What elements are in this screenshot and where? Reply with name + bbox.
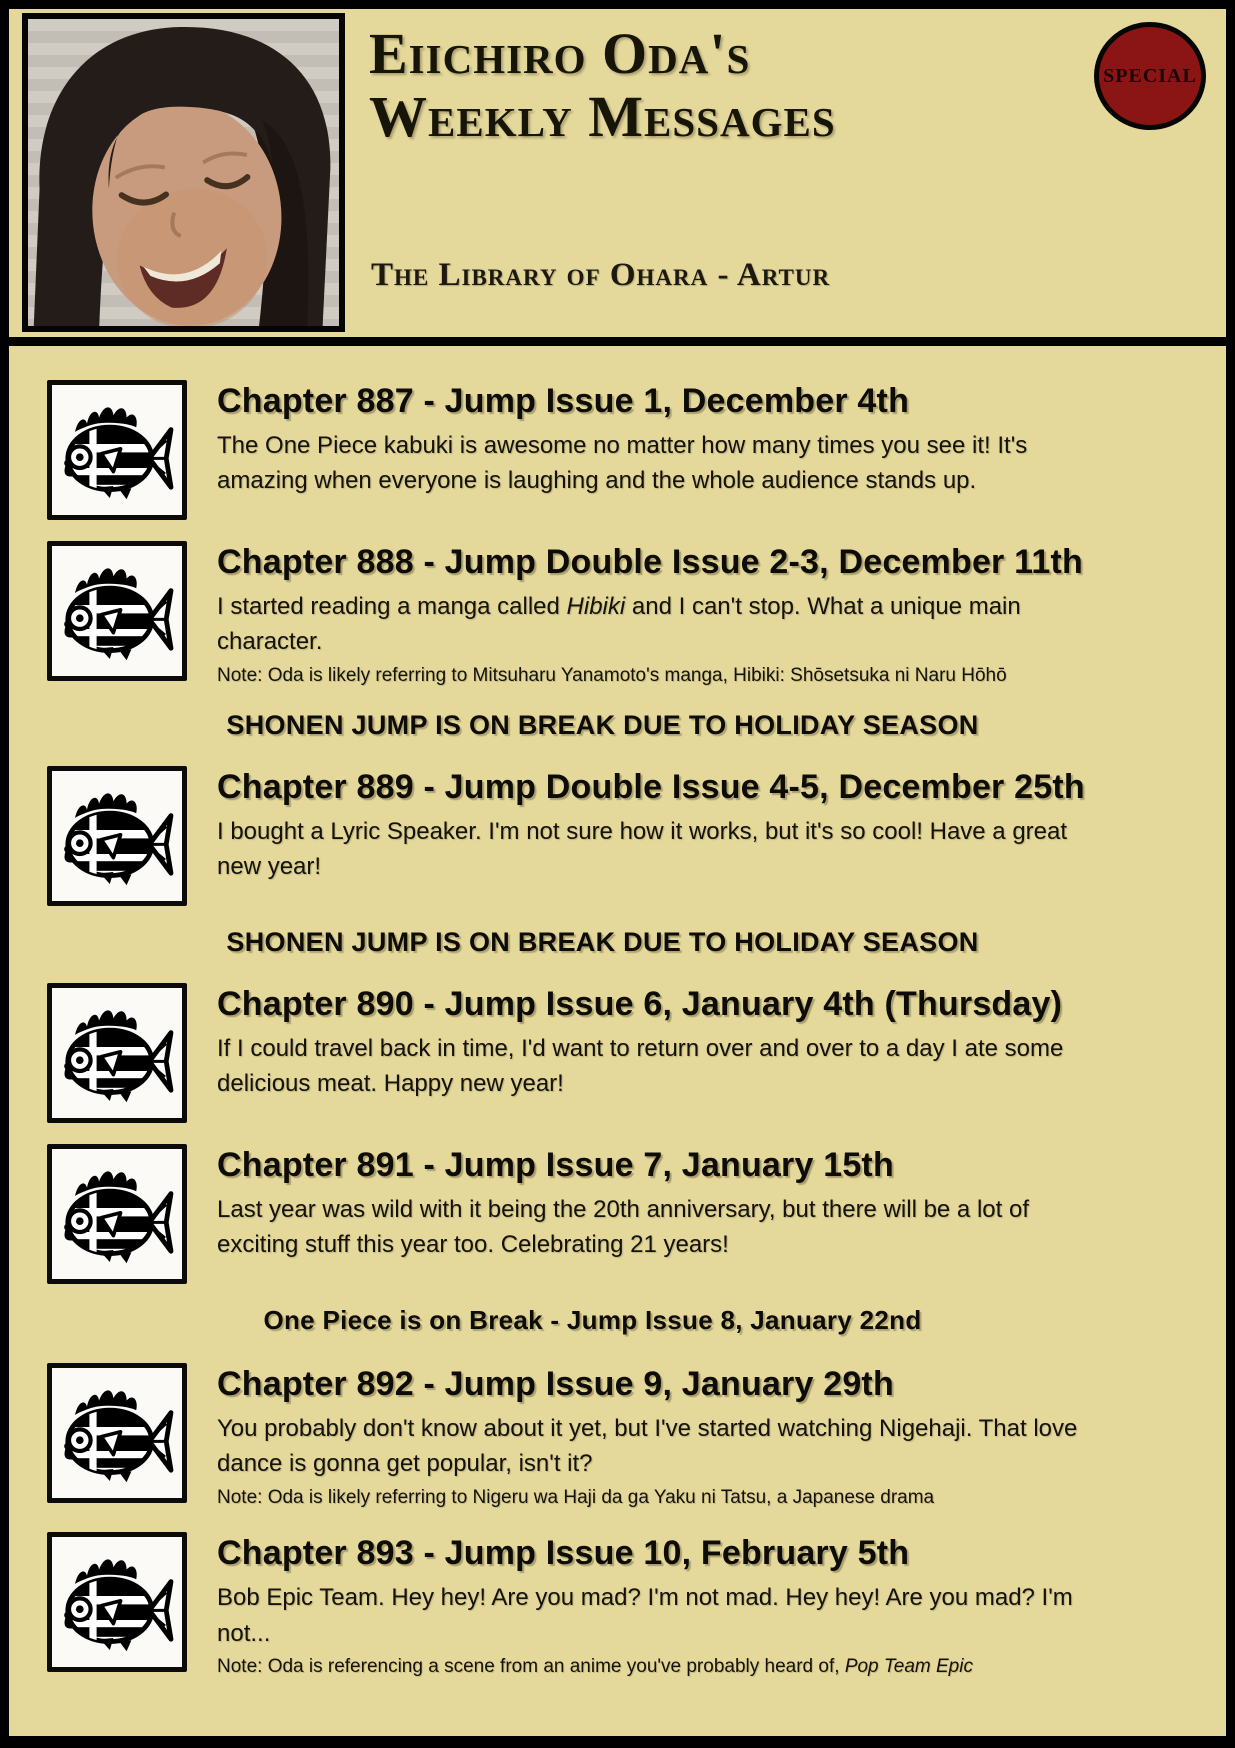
poster-frame [9, 9, 1226, 1736]
chapter-heading: Chapter 892 - Jump Issue 9, January 29th [217, 1365, 894, 1404]
messages-list [47, 380, 1198, 1680]
messages-panel [9, 346, 1226, 1736]
chapter-entry [47, 1532, 1198, 1680]
chapter-heading: Chapter 889 - Jump Double Issue 4-5, December 25th [217, 768, 1085, 807]
chapter-message: I bought a Lyric Speaker. I'm not sure how it works, but it's so cool! Have a great new year! [217, 818, 1068, 881]
chapter-text-block [217, 541, 1198, 689]
header [9, 9, 1226, 337]
chapter-entry [47, 983, 1198, 1123]
fish-icon [47, 983, 187, 1123]
striped-fish-glyph [57, 776, 177, 896]
striped-fish-glyph [57, 551, 177, 671]
chapter-note: Note: Oda is likely referring to Nigeru wa Haji da ga Yaku ni Tatsu, a Japanese drama [217, 1486, 935, 1508]
chapter-entry [47, 1363, 1198, 1511]
chapter-entry [47, 766, 1198, 906]
chapter-message: Last year was wild with it being the 20th anniversary, but there will be a lot of exciting stuff this year too. Celebrating 21 years! [217, 1196, 1029, 1259]
chapter-heading: Chapter 887 - Jump Issue 1, December 4th [217, 382, 910, 420]
chapter-heading: Chapter 888 - Jump Double Issue 2-3, December 11th [217, 543, 1083, 581]
chapter-message: If I could travel back in time, I'd want to return over and over to a day I ate some delicious meat. Happy new year! [217, 1035, 1064, 1098]
striped-fish-glyph [57, 1154, 177, 1274]
striped-fish-glyph [57, 1542, 177, 1662]
chapter-note: Note: Oda is referencing a scene from an anime you've probably heard of, Pop Team Epic [217, 1655, 973, 1677]
striped-fish-glyph [57, 993, 177, 1113]
chapter-message: I started reading a manga called Hibiki and I can't stop. What a unique main character. [217, 593, 1021, 656]
special-badge-label: SPECIAL [1103, 64, 1197, 87]
chapter-heading: Chapter 893 - Jump Issue 10, February 5th [217, 1534, 910, 1573]
title-line-1: Eiichiro Oda's [369, 21, 751, 86]
chapter-note: Note: Oda is likely referring to Mitsuharu Yanamoto's manga, Hibiki: Shōsetsuka ni Naru Hōhō [217, 664, 1007, 686]
chapter-text-block [217, 1363, 1198, 1511]
fish-icon [47, 541, 187, 681]
chapter-message: You probably don't know about it yet, but I've started watching Nigehaji. That love dance is gonna get popular, isn't it? [217, 1415, 1078, 1478]
header-body-divider [9, 337, 1226, 346]
oda-portrait-illustration [28, 19, 339, 326]
chapter-entry [47, 541, 1198, 689]
chapter-text-block [217, 1144, 1198, 1263]
poster-subtitle: The Library of Ohara - Artur [371, 257, 831, 293]
striped-fish-glyph [57, 390, 177, 510]
fish-icon [47, 766, 187, 906]
chapter-entry [47, 1144, 1198, 1284]
chapter-message: The One Piece kabuki is awesome no matter how many times you see it! It's amazing when everyone is laughing and the whole audience stands up. [217, 432, 1028, 495]
oda-photo [22, 13, 345, 332]
chapter-text-block [217, 1532, 1198, 1680]
fish-icon [47, 380, 187, 520]
break-banner: SHONEN JUMP IS ON BREAK DUE TO HOLIDAY SEASON [226, 710, 979, 741]
chapter-text-block [217, 380, 1198, 499]
break-banner: One Piece is on Break - Jump Issue 8, January 22nd [263, 1305, 922, 1336]
special-badge [1094, 22, 1206, 130]
chapter-text-block [217, 766, 1198, 885]
fish-icon [47, 1532, 187, 1672]
title-line-2: Weekly Messages [369, 83, 836, 149]
fish-icon [47, 1144, 187, 1284]
chapter-heading: Chapter 891 - Jump Issue 7, January 15th [217, 1146, 894, 1185]
poster-title [369, 23, 836, 148]
title-block [369, 23, 836, 148]
chapter-heading: Chapter 890 - Jump Issue 6, January 4th (Thursday) [217, 985, 1063, 1024]
chapter-text-block [217, 983, 1198, 1102]
striped-fish-glyph [57, 1373, 177, 1493]
chapter-message: Bob Epic Team. Hey hey! Are you mad? I'm not mad. Hey hey! Are you mad? I'm not... [217, 1584, 1073, 1647]
chapter-entry [47, 380, 1198, 520]
break-banner: SHONEN JUMP IS ON BREAK DUE TO HOLIDAY SEASON [226, 927, 979, 958]
fish-icon [47, 1363, 187, 1503]
